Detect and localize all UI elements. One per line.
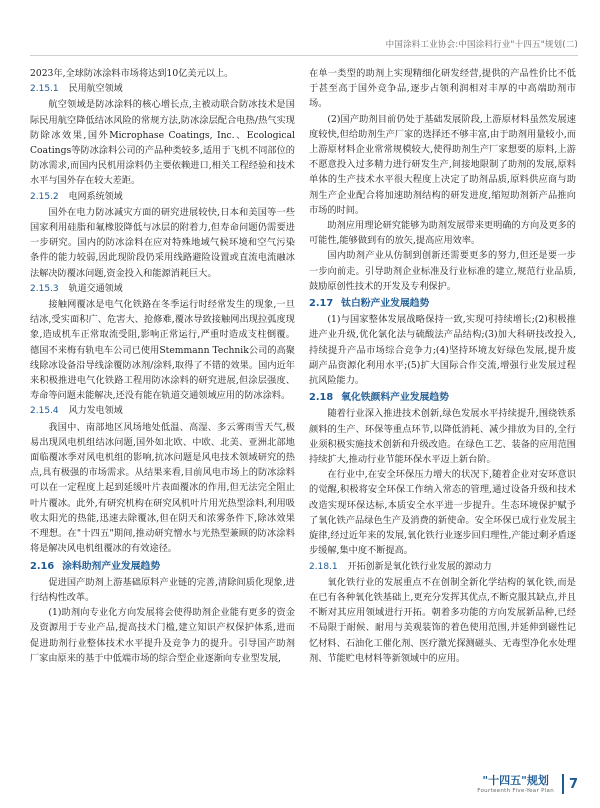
section-2-18-heading	[309, 390, 576, 405]
page-number-divider	[562, 774, 564, 794]
paragraph: 接触网覆冰是电气化铁路在冬季运行时经常发生的现象,一旦结冰,受实面积广、危害大、抢修难,覆冰导致接触网出现拉弧度现象,造成机车正常取流受阻,影响正常运行,严重时造成支柱倒覆。德国不来梅有轨电车公司已使用Stemmann Technik公司的高聚线除冰设备沿导线涂覆防冰剂/涂料,取得了不错的效果。国内近年来积极推进电气化铁路工程用防冰涂料的研究进展,但涂层强度、寿命等问题未能解决,还没有能在轨道交通领域应用的防冰涂料。	[30, 299, 295, 402]
section-2-18-1-heading	[309, 560, 576, 575]
section-title: 开拓创新是氧化铁行业发展的源动力	[347, 561, 492, 572]
paragraph: 我国中、南部地区风场地处低温、高湿、多云雾雨雪天气,极易出现风电机组结冰问题,国外如北欧、中欧、北美、亚洲北部地面临覆冰季对风电机组的影响,抗冰问题是风电技术领域研究的热点,具有极强的市场需求。从结果来看,目前风电市场上的防冰涂料可以在一定程度上起到延缓叶片表面覆冰的作用,但无法完全阻止叶片覆冰。此外,有研究机构在研究风机叶片用光热型涂料,利用吸收太阳光的热能,迅速去除覆冰,但在阴天和浓雾条件下,除冰效果不理想。在"十四五"期间,推动研究憎水与光热型兼顾的防冰涂料将是解决风电机组覆冰的有效途径。	[30, 421, 295, 555]
paragraph: 助剂应用理论研究能够为助剂发展带来更明确的方向及更多的可能性,能够做到有的放矢,提高应用效率。	[309, 220, 576, 247]
page-number: 7	[568, 777, 578, 792]
section-2-15-1-heading	[30, 82, 295, 97]
section-title: 涂料助剂产业发展趋势	[62, 560, 161, 572]
paragraph: (1)与国家整体发展战略保持一致,实现可持续增长;(2)积极推进产业升级,优化氯化法与硫酸法产品结构;(3)加大科研技改投入,持续提升产品市场综合竞争力;(4)坚持环境友好绿色发展,提升废副产品资源化利用水平;(5)扩大国际合作交流,增强行业发展过程抗风险能力。	[309, 314, 576, 387]
section-2-16-heading	[30, 559, 295, 574]
paragraph: 国外在电力防冰减灾方面的研究进展较快,日本和美国等一些国家利用硅脂和氟橡胶降低与冰层的附着力,但寿命问题仍需要进一步研究。国内的防冰涂料在应对特殊地域气候环境和空气污染条件的能力较弱,因此现阶段仍采用线路避险设置或直流电流融冰法解决防覆冰问题,资金投入和能源消耗巨大。	[30, 206, 295, 279]
section-title: 电网系统领域	[68, 191, 123, 202]
section-number: 2.17	[309, 298, 334, 310]
section-2-15-3-heading	[30, 282, 295, 297]
paragraph: 国内助剂产业从仿制到创新还需要更多的努力,但还是要一步一步向前走。引导助剂企业标准及行业标准的建立,规范行业品质,鼓励原创性技术的开发及专利保护。	[309, 250, 576, 292]
logo-title: "十四五"规划	[482, 774, 549, 787]
section-number: 2.15.3	[30, 283, 59, 294]
section-title: 民用航空领域	[68, 84, 123, 95]
section-number: 2.16	[30, 560, 55, 572]
running-head: 中国涂料工业协会:中国涂料行业"十四五"规划(二)	[385, 40, 578, 50]
paragraph: 氧化铁行业的发展重点不在创制全新化学结构的氧化铁,而是在已有各种氧化铁基础上,更充分发挥其优点,不断克服其缺点,并且不断对其应用领域进行开拓。朝着多功能的方向发展新品种,已经不局限于耐候、耐用与美观装饰的着色使用范围,并延伸到磁性记忆材料、石油化工催化剂、医疗激光探测磁头、无毒型净化水处理剂、节能贮电材料等新领域中的应用。	[309, 576, 576, 664]
section-title: 轨道交通领域	[68, 283, 123, 294]
section-number: 2.15.4	[30, 406, 59, 417]
section-2-17-heading	[309, 296, 576, 311]
plan-logo	[477, 772, 554, 794]
intro-paragraph: 2023年,全球防冰涂料市场将达到10亿美元以上。	[30, 68, 234, 79]
section-number: 2.15.1	[30, 84, 59, 95]
section-2-15-2-heading	[30, 190, 295, 205]
logo-subtitle: Fourteenth Five-Year Plan	[477, 788, 554, 794]
section-2-15-4-heading	[30, 404, 295, 419]
header-divider	[30, 55, 578, 56]
section-title: 氧化铁颜料产业发展趋势	[341, 392, 449, 404]
paragraph-continued: 在单一类型的助剂上实现精细化研发经营,提供的产品性价比不低于甚至高于国外竞争品,逐步占领利润相对丰厚的中高端助剂市场。	[309, 68, 576, 110]
section-number: 2.15.2	[30, 191, 59, 202]
section-title: 风力发电领域	[68, 406, 123, 417]
paragraph: 随着行业深入推进技术创新,绿色发展水平持续提升,围绕铁系颜料的生产、环保等重点环节,以降低消耗、减少排放为目的,全行业须积极实施技术创新和升级改造。在绿色工艺、装备的应用范围持续扩大,推动行业节能环保水平迈上新台阶。	[309, 408, 576, 466]
section-number: 2.18.1	[309, 561, 338, 572]
section-number: 2.18	[309, 392, 334, 404]
section-title: 钛白粉产业发展趋势	[341, 298, 430, 310]
left-column	[30, 66, 295, 666]
paragraph: 促进国产助剂上游基础原料产业链的完善,清除间质化现象,进行结构性改革。	[30, 576, 295, 603]
right-column	[309, 66, 576, 666]
paragraph: (1)助剂向专业化方向发展将会使得助剂企业能有更多的资金及资源用于专业产品,提高技术门槛,建立知识产权保护体系,进而促进助剂行业整体技术水平提升及竞争力的提升。引导国产助剂厂家由原来的基于中低端市场的综合型企业逐渐向专业型发展,	[30, 607, 295, 664]
paragraph: 航空领域是防冰涂料的核心增长点,主被动联合防冰技术是国际民用航空降低结冰风险的常规方法,防冰涂层配合电热/热气实现防除冰效果,国外Microphase Coatings, Inc.、Ecological Coatings等防冰涂料公司的产品种类较多,适用于飞机不同部位的防冰需求,而国内民机用涂料仍主要依赖进口,相关工程经验和技术水平与国外存在较大差距。	[30, 99, 295, 187]
paragraph: 在行业中,在安全环保压力增大的状况下,随着企业对安环意识的觉醒,积极将安全环保工作纳入常态的管理,通过设备升级和技术改造实现环保达标,本质安全水平进一步提升。生态环境保护赋予了氧化铁产品绿色生产及消费的新使命。安全环保已成行业发展主旋律,经过近年来的发展,氧化铁行业逐步回归理性,产能过剩矛盾逐步缓解,集中度不断提高。	[309, 469, 576, 557]
paragraph: (2)国产助剂目前仍处于基础发展阶段,上游原材料虽然发展速度较快,但给助剂生产厂家的选择还不够丰富,由于助剂用量较小,而上游原材料企业常常规模较大,使得助剂生产厂家想要的原料,上游不愿意投入过多精力进行研发生产,间接地限制了助剂的发展,原料单体的生产技术水平很大程度上决定了助剂品质,原料供应商与助剂生产企业配合将加速助剂结构的研发进度,缩短助剂新产品推向市场的时间。	[309, 113, 576, 216]
